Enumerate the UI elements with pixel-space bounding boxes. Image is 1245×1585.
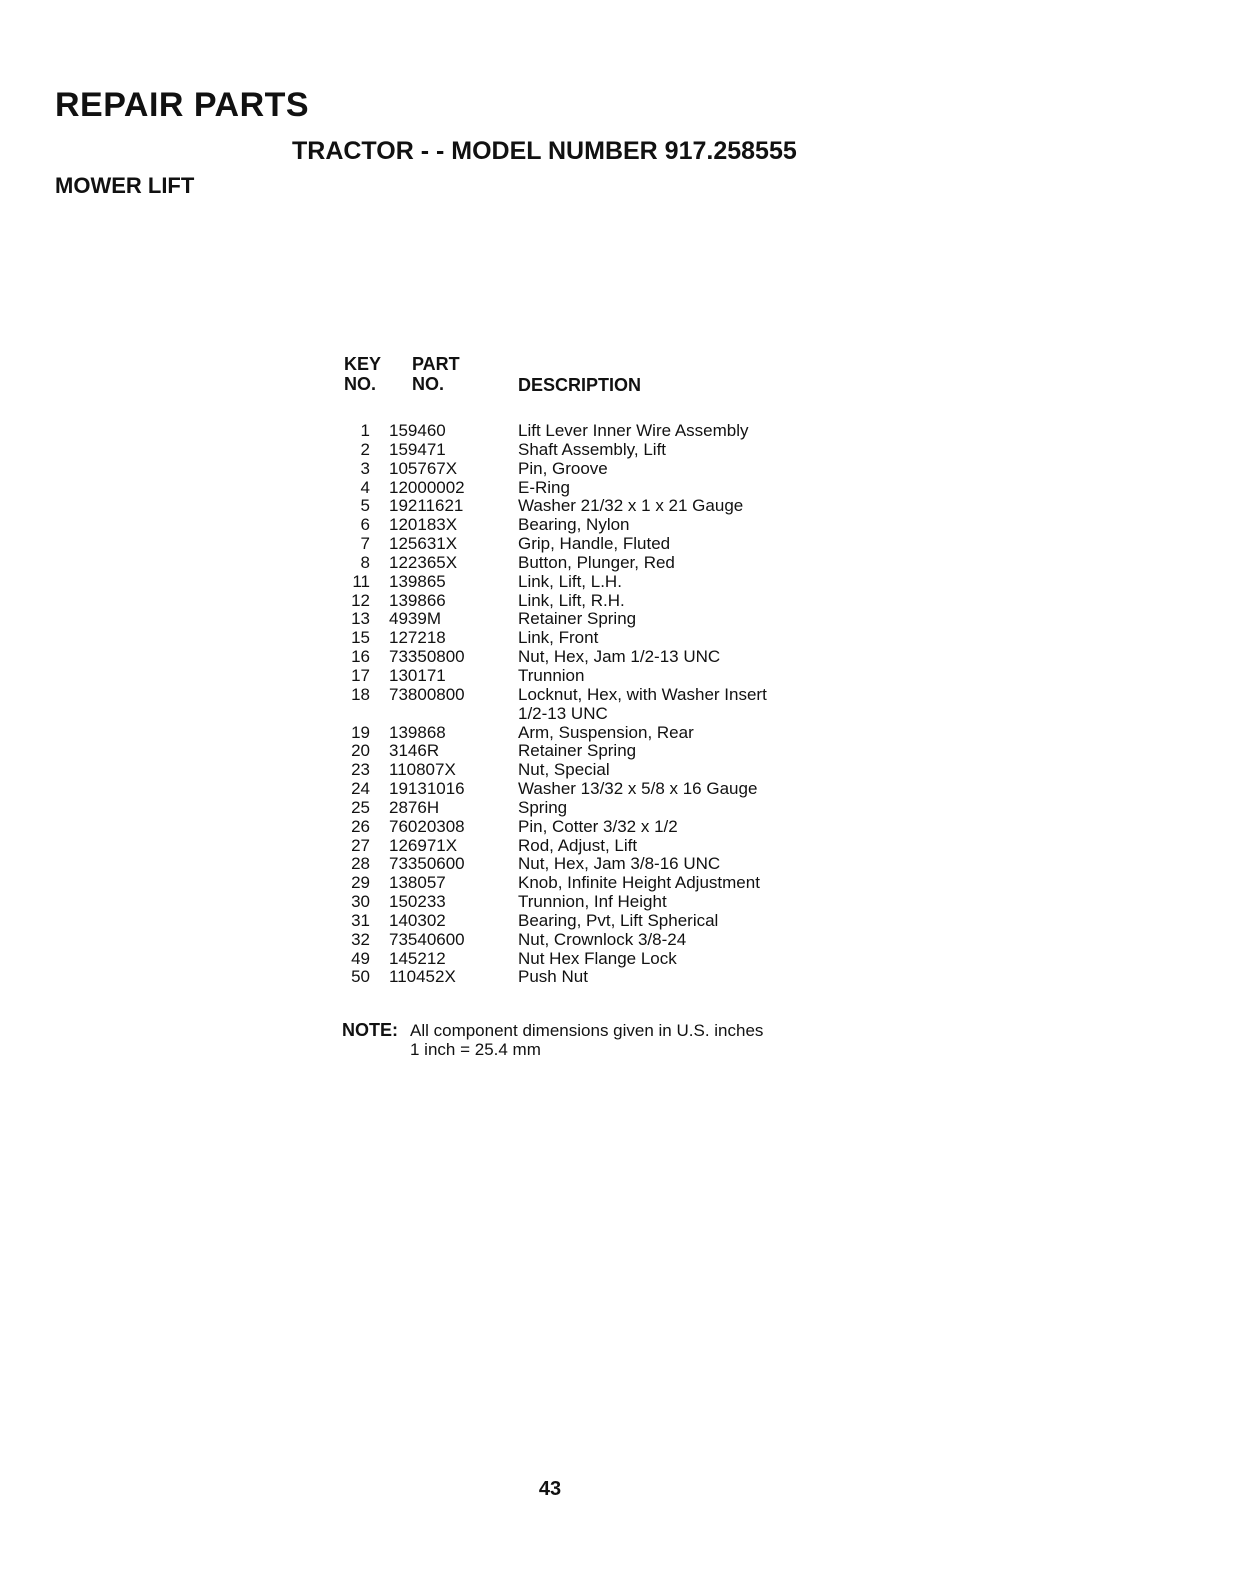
part-number: 19211621 xyxy=(389,496,464,516)
part-description: Link, Lift, L.H. xyxy=(518,571,622,591)
header-key-no xyxy=(344,354,381,394)
note-line2: 1 inch = 25.4 mm xyxy=(410,1040,541,1059)
part-number: 150233 xyxy=(389,892,446,912)
part-description: Push Nut xyxy=(518,967,588,987)
key-number: 8 xyxy=(360,552,370,572)
key-number: 30 xyxy=(351,892,370,912)
part-description: E-Ring xyxy=(518,477,570,497)
part-number: 126971X xyxy=(389,835,458,855)
part-number: 138057 xyxy=(389,873,446,893)
part-number: 140302 xyxy=(389,910,446,930)
part-description: Pin, Cotter 3/32 x 1/2 xyxy=(518,816,678,836)
key-number: 11 xyxy=(352,571,370,591)
part-number: 145212 xyxy=(389,948,446,968)
header-part-no xyxy=(412,354,460,394)
part-number: 3146R xyxy=(389,741,440,761)
key-number: 7 xyxy=(360,534,370,554)
key-number: 32 xyxy=(351,929,370,949)
part-description: Shaft Assembly, Lift xyxy=(518,439,667,459)
part-description: Washer 21/32 x 1 x 21 Gauge xyxy=(518,496,744,516)
part-description: Nut, Crownlock 3/8-24 xyxy=(518,929,687,949)
part-description: Lift Lever Inner Wire Assembly xyxy=(518,421,749,440)
key-number: 15 xyxy=(351,628,370,648)
note-line1: All component dimensions given in U.S. inches xyxy=(410,1021,764,1040)
key-number: 28 xyxy=(351,854,370,874)
key-number: 19 xyxy=(351,722,370,742)
part-description: Nut, Hex, Jam 1/2-13 UNC xyxy=(518,647,721,667)
key-number: 16 xyxy=(351,647,370,667)
part-description: Washer 13/32 x 5/8 x 16 Gauge xyxy=(518,779,758,799)
key-number: 2 xyxy=(360,439,370,459)
part-number: 130171 xyxy=(389,665,446,685)
part-description: Link, Lift, R.H. xyxy=(518,590,625,610)
page-title: REPAIR PARTS xyxy=(55,86,310,124)
part-description: Rod, Adjust, Lift xyxy=(518,835,638,855)
key-number: 17 xyxy=(351,665,370,685)
part-description: Retainer Spring xyxy=(518,609,637,629)
part-number: 105767X xyxy=(389,458,458,478)
key-number: 24 xyxy=(351,779,370,799)
part-description: Trunnion xyxy=(518,665,585,685)
part-number: 139868 xyxy=(389,722,446,742)
part-description: Nut, Special xyxy=(518,760,610,780)
part-number: 76020308 xyxy=(389,816,465,836)
header-part-line1: PART xyxy=(412,354,460,374)
header-key-line1: KEY xyxy=(344,354,382,374)
key-number: 23 xyxy=(351,760,370,780)
part-number: 4939M xyxy=(389,609,441,629)
part-description: Arm, Suspension, Rear xyxy=(518,722,694,742)
part-number: 73350800 xyxy=(389,647,465,667)
page-number: 43 xyxy=(538,1478,562,1500)
part-description: Grip, Handle, Fluted xyxy=(518,534,671,554)
key-number: 27 xyxy=(351,835,370,855)
key-number: 50 xyxy=(351,967,370,987)
note-line1-wrap xyxy=(342,1021,763,1040)
part-number: 139865 xyxy=(389,571,446,591)
key-number: 18 xyxy=(351,684,370,704)
key-number: 4 xyxy=(360,477,370,497)
part-description: Link, Front xyxy=(518,628,599,648)
note-label: NOTE: xyxy=(342,1020,398,1040)
part-description: Trunnion, Inf Height xyxy=(518,892,667,912)
part-description: Locknut, Hex, with Washer Insert 1/2-13 UNC xyxy=(518,684,767,723)
part-number: 139866 xyxy=(389,590,446,610)
part-number: 120183X xyxy=(389,515,458,535)
part-number: 127218 xyxy=(389,628,446,648)
part-number: 159471 xyxy=(389,439,446,459)
part-description: Pin, Groove xyxy=(518,458,608,478)
part-number: 19131016 xyxy=(389,779,465,799)
part-description: Retainer Spring xyxy=(518,741,637,761)
part-description: Bearing, Nylon xyxy=(518,515,630,535)
key-number: 13 xyxy=(351,609,370,629)
key-number: 1 xyxy=(360,421,370,440)
part-number: 73800800 xyxy=(389,684,465,704)
key-number: 31 xyxy=(351,910,370,930)
section-title: MOWER LIFT xyxy=(55,173,195,198)
part-description: Knob, Infinite Height Adjustment xyxy=(518,873,760,893)
part-number: 110807X xyxy=(389,760,456,780)
part-number: 159460 xyxy=(389,421,446,440)
part-description: Nut Hex Flange Lock xyxy=(518,948,677,968)
part-number: 73350600 xyxy=(389,854,465,874)
header-description: DESCRIPTION xyxy=(518,375,642,395)
note xyxy=(342,1021,763,1059)
part-description: Button, Plunger, Red xyxy=(518,552,675,572)
part-number: 2876H xyxy=(389,797,440,817)
model-title: TRACTOR - - MODEL NUMBER 917.258555 xyxy=(292,137,797,165)
key-number: 12 xyxy=(351,590,370,610)
key-number: 5 xyxy=(360,496,370,516)
header-part-line2: NO. xyxy=(412,374,445,394)
part-description: Nut, Hex, Jam 3/8-16 UNC xyxy=(518,854,721,874)
part-number: 122365X xyxy=(389,552,458,572)
key-number: 6 xyxy=(360,515,370,535)
key-number: 20 xyxy=(351,741,370,761)
key-number: 25 xyxy=(351,797,370,817)
part-number: 110452X xyxy=(389,967,456,987)
part-number: 12000002 xyxy=(389,477,465,497)
part-description: Spring xyxy=(518,797,568,817)
part-description: Bearing, Pvt, Lift Spherical xyxy=(518,910,719,930)
part-number: 125631X xyxy=(389,534,458,554)
header-key-line2: NO. xyxy=(344,374,377,394)
key-number: 49 xyxy=(351,948,370,968)
key-number: 3 xyxy=(360,458,370,478)
key-number: 26 xyxy=(351,816,370,836)
part-number: 73540600 xyxy=(389,929,465,949)
key-number: 29 xyxy=(351,873,370,893)
